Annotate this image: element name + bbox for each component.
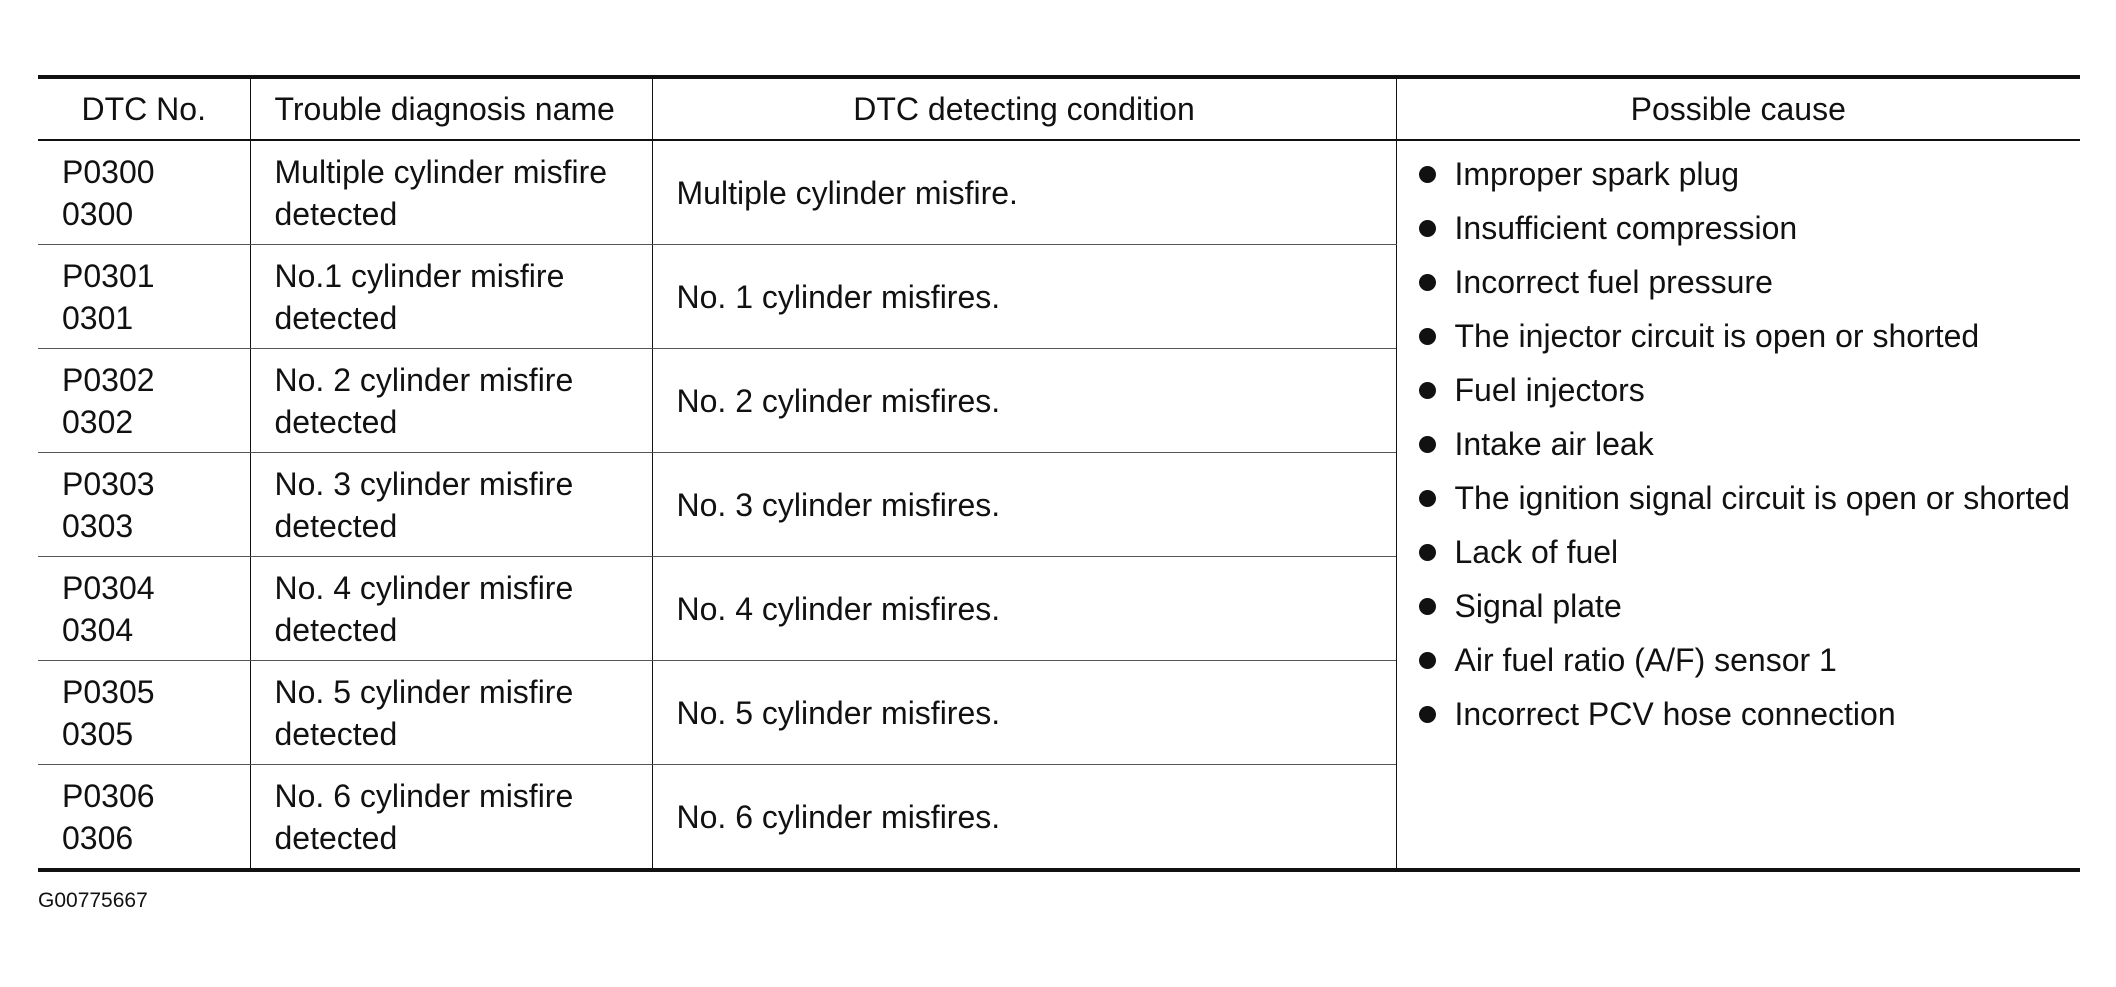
bullet-icon bbox=[1419, 166, 1436, 183]
dtc-code-short: 0303 bbox=[62, 507, 134, 544]
table-row bbox=[38, 140, 2080, 245]
dtc-code: P0301 bbox=[62, 257, 155, 294]
diagnosis-name-cell bbox=[250, 140, 652, 245]
header-possible-cause: Possible cause bbox=[1396, 77, 2080, 140]
list-item bbox=[1419, 315, 2081, 357]
list-item bbox=[1419, 261, 2081, 303]
diagnosis-name-cell bbox=[250, 557, 652, 661]
diagnosis-name-cell bbox=[250, 453, 652, 557]
diagnosis-name-line1: No. 6 cylinder misfire bbox=[274, 777, 574, 814]
dtc-code-short: 0301 bbox=[62, 299, 134, 336]
diagnosis-name-line1: No. 2 cylinder misfire bbox=[274, 361, 574, 398]
detecting-condition-cell: No. 6 cylinder misfires. bbox=[652, 765, 1396, 871]
dtc-code-short: 0305 bbox=[62, 715, 134, 752]
bullet-icon bbox=[1419, 220, 1436, 237]
cause-text: Intake air leak bbox=[1454, 426, 1654, 462]
diagnosis-name-line1: No.1 cylinder misfire bbox=[274, 257, 565, 294]
cause-text: The injector circuit is open or shorted bbox=[1454, 318, 1980, 354]
bullet-icon bbox=[1419, 490, 1436, 507]
bullet-icon bbox=[1419, 436, 1436, 453]
cause-text: Signal plate bbox=[1454, 588, 1622, 624]
dtc-code-cell bbox=[38, 140, 250, 245]
list-item bbox=[1419, 531, 2081, 573]
cause-text: Incorrect fuel pressure bbox=[1454, 264, 1773, 300]
dtc-code: P0304 bbox=[62, 569, 155, 606]
detecting-condition-cell: No. 3 cylinder misfires. bbox=[652, 453, 1396, 557]
cause-text: Air fuel ratio (A/F) sensor 1 bbox=[1454, 642, 1837, 678]
list-item bbox=[1419, 585, 2081, 627]
diagnosis-name-cell bbox=[250, 349, 652, 453]
dtc-code-short: 0300 bbox=[62, 195, 134, 232]
detecting-condition-cell: No. 4 cylinder misfires. bbox=[652, 557, 1396, 661]
dtc-code-short: 0302 bbox=[62, 403, 134, 440]
bullet-icon bbox=[1419, 652, 1436, 669]
list-item bbox=[1419, 153, 2081, 195]
cause-text: Incorrect PCV hose connection bbox=[1454, 696, 1896, 732]
diagnosis-name-line2: detected bbox=[274, 715, 398, 752]
dtc-code-cell bbox=[38, 661, 250, 765]
dtc-code-cell bbox=[38, 349, 250, 453]
diagnosis-name-cell bbox=[250, 245, 652, 349]
cause-text: Fuel injectors bbox=[1454, 372, 1645, 408]
diagnosis-name-line1: No. 4 cylinder misfire bbox=[274, 569, 574, 606]
cause-text: Insufficient compression bbox=[1454, 210, 1798, 246]
list-item bbox=[1419, 477, 2081, 519]
bullet-icon bbox=[1419, 274, 1436, 291]
diagnosis-name-line2: detected bbox=[274, 507, 398, 544]
diagnosis-name-line2: detected bbox=[274, 403, 398, 440]
dtc-code-cell bbox=[38, 765, 250, 871]
list-item bbox=[1419, 207, 2081, 249]
possible-cause-list bbox=[1419, 153, 2081, 735]
cause-text: Improper spark plug bbox=[1454, 156, 1740, 192]
list-item bbox=[1419, 423, 2081, 465]
diagnosis-name-cell bbox=[250, 765, 652, 871]
table-header-row bbox=[38, 77, 2080, 140]
list-item bbox=[1419, 693, 2081, 735]
diagnosis-name-line2: detected bbox=[274, 195, 398, 232]
dtc-code-cell bbox=[38, 245, 250, 349]
diagnosis-name-line2: detected bbox=[274, 611, 398, 648]
dtc-table bbox=[38, 75, 2080, 872]
dtc-code-short: 0304 bbox=[62, 611, 134, 648]
cause-text: The ignition signal circuit is open or shorted bbox=[1454, 480, 2070, 516]
header-dtc-detecting-condition: DTC detecting condition bbox=[652, 77, 1396, 140]
diagnosis-name-line1: No. 3 cylinder misfire bbox=[274, 465, 574, 502]
diagnosis-name-line1: Multiple cylinder misfire bbox=[274, 153, 608, 190]
bullet-icon bbox=[1419, 544, 1436, 561]
dtc-code: P0300 bbox=[62, 153, 155, 190]
dtc-code: P0305 bbox=[62, 673, 155, 710]
header-dtc-no: DTC No. bbox=[38, 77, 250, 140]
dtc-code: P0306 bbox=[62, 777, 155, 814]
dtc-code-short: 0306 bbox=[62, 819, 134, 856]
bullet-icon bbox=[1419, 382, 1436, 399]
diagnosis-name-line2: detected bbox=[274, 819, 398, 856]
list-item bbox=[1419, 639, 2081, 681]
bullet-icon bbox=[1419, 706, 1436, 723]
detecting-condition-cell: No. 1 cylinder misfires. bbox=[652, 245, 1396, 349]
diagnosis-name-line1: No. 5 cylinder misfire bbox=[274, 673, 574, 710]
cause-text: Lack of fuel bbox=[1454, 534, 1619, 570]
dtc-code: P0302 bbox=[62, 361, 155, 398]
figure-id: G00775667 bbox=[38, 889, 148, 912]
dtc-code-cell bbox=[38, 453, 250, 557]
bullet-icon bbox=[1419, 328, 1436, 345]
bullet-icon bbox=[1419, 598, 1436, 615]
detecting-condition-cell: Multiple cylinder misfire. bbox=[652, 140, 1396, 245]
list-item bbox=[1419, 369, 2081, 411]
diagnosis-name-line2: detected bbox=[274, 299, 398, 336]
diagnosis-name-cell bbox=[250, 661, 652, 765]
dtc-code: P0303 bbox=[62, 465, 155, 502]
dtc-code-cell bbox=[38, 557, 250, 661]
detecting-condition-cell: No. 5 cylinder misfires. bbox=[652, 661, 1396, 765]
detecting-condition-cell: No. 2 cylinder misfires. bbox=[652, 349, 1396, 453]
possible-cause-cell bbox=[1396, 140, 2080, 870]
header-trouble-diagnosis-name: Trouble diagnosis name bbox=[250, 77, 652, 140]
